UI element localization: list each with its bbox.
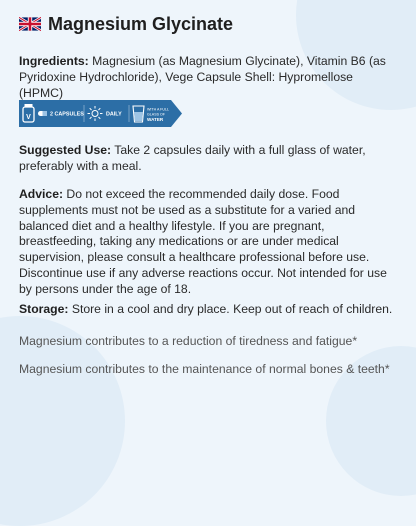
usage-instructions-bar: [19, 100, 182, 127]
suggested-use-text: Take 2 capsules daily with a full glass of water, preferably with a meal.: [19, 143, 366, 173]
ingredients-text: Magnesium (as Magnesium Glycinate), Vitamin B6 (as Pyridoxine Hydrochloride), Vege Capsule Shell: Hypromellose (HPMC): [19, 54, 386, 100]
ingredients-paragraph: [19, 54, 399, 101]
storage-label: Storage:: [19, 302, 69, 316]
suggested-use-paragraph: [19, 143, 399, 175]
storage-text: Store in a cool and dry place. Keep out of reach of children.: [68, 302, 393, 316]
daily-label: DAILY: [106, 111, 122, 118]
capsules-label: 2 CAPSULES: [50, 111, 84, 118]
health-claim: Magnesium contributes to the maintenance of normal bones & teeth*: [19, 362, 390, 376]
suggested-use-label: Suggested Use:: [19, 143, 112, 157]
advice-paragraph: [19, 187, 399, 298]
water-line-3: WATER: [147, 117, 164, 122]
svg-text:V: V: [26, 114, 31, 121]
water-line-2: GLASS OF: [147, 112, 165, 117]
health-claim: Magnesium contributes to a reduction of tiredness and fatigue*: [19, 334, 358, 348]
storage-paragraph: [19, 302, 399, 318]
title-row: [19, 13, 233, 35]
uk-flag-icon: [19, 17, 41, 31]
advice-label: Advice:: [19, 187, 64, 201]
product-title: Magnesium Glycinate: [48, 14, 234, 34]
ingredients-label: Ingredients:: [19, 54, 89, 68]
advice-text: Do not exceed the recommended daily dose. Food supplements must not be used as a substitute for a varied and balanced diet and a healthy lifestyle. If you are pregnant, breastfeeding, taking any medications or are under medical supervision, please consult a healthcare professional before use. Discontinue use if any adverse reactions occur. Not intended for use by persons under the age of 18.: [19, 187, 387, 296]
water-line-1: WITH A FULL: [147, 107, 169, 112]
capsule-icon: [38, 111, 47, 116]
